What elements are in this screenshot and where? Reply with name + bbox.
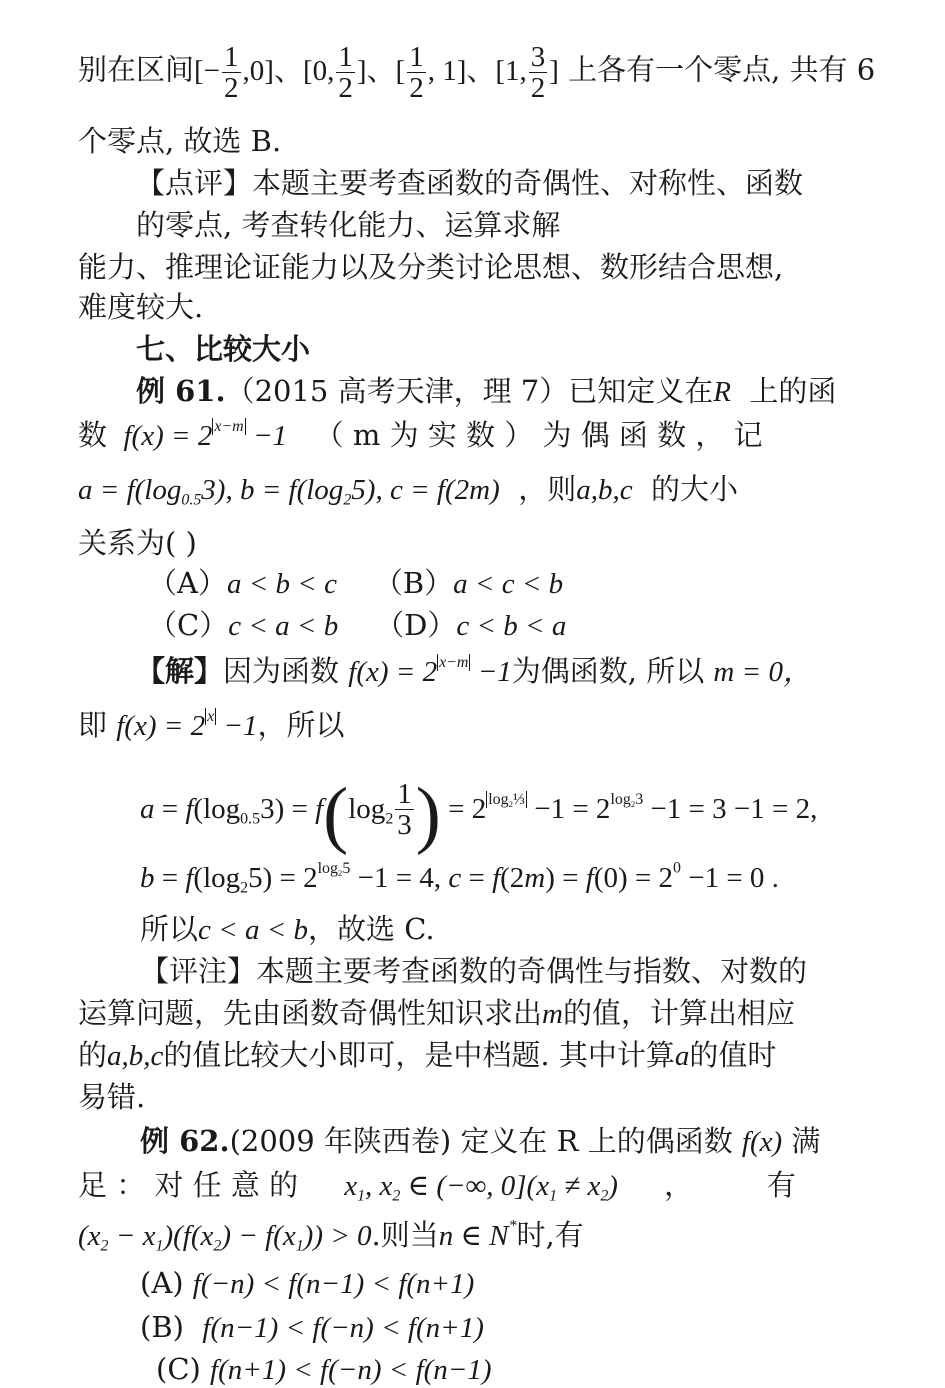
- solution-text: 因为函数: [223, 654, 340, 688]
- simplified-function: f(x) = 2 $^x$ −1: [116, 707, 258, 742]
- solution-text: 为偶函数, 所以: [511, 654, 705, 688]
- comment1-line-2: 的零点, 考查转化能力、运算求解: [136, 208, 561, 242]
- example62-text: 满: [791, 1124, 821, 1158]
- option-label: (C): [156, 1352, 201, 1386]
- example61-options-row-2: [148, 608, 566, 644]
- example62-text: .则当: [371, 1218, 439, 1252]
- option-expr: f(n−1) < f(−n) < f(n+1): [202, 1312, 484, 1344]
- option-label: (B): [140, 1310, 184, 1344]
- option-expr: f(−n) < f(n−1) < f(n+1): [192, 1268, 475, 1300]
- example62-option-b: [140, 1310, 484, 1346]
- comment2-text: 的值比较大小即可，是中档题. 其中计算: [163, 1038, 675, 1072]
- fx-symbol: f(x): [741, 1126, 783, 1158]
- comment2-line-4: 易错.: [78, 1080, 146, 1114]
- solution61-equation-a: $a = f(\log_{0.5}3) = f(\log_2$ $\frac{1}{3}$ ) = 2 $^{log_2\frac{1}{3}} -1 = 2^{log_23} -1 = 3 -1 = 2$,: [140, 773, 818, 856]
- comment2-text: 本题主要考查函数的奇偶性与指数、对数的: [256, 954, 808, 988]
- comment1-line-4: 难度较大.: [78, 290, 204, 324]
- intro-line-1: [78, 42, 875, 104]
- comment2-text: 运算问题，先由函数奇偶性知识求出: [78, 996, 543, 1030]
- example62-text: ，: [664, 1168, 694, 1202]
- solution-text: ，所以: [257, 708, 345, 742]
- option-expr: f(n+1) < f(−n) < f(n−1): [210, 1354, 492, 1386]
- example61-text: 的大小: [651, 472, 739, 506]
- example61-line-1: [136, 374, 836, 410]
- solution61-conclusion: [140, 912, 435, 948]
- option-c-label: （C）: [148, 608, 229, 642]
- option-b-label: （B）: [373, 566, 454, 600]
- function-definition: f(x) = 2 $^{x-m}$ −1: [116, 417, 288, 452]
- abc-vars: a,b,c: [576, 474, 633, 506]
- n-in-N: n ∈ N*: [438, 1217, 517, 1252]
- solution-text: 所以: [140, 912, 199, 946]
- abc-definitions: $a = f(\log_{0.5}3)$, $b = f(\log_25)$, c = f(2m): [78, 474, 500, 509]
- intro-text-suffix: 上各有一个零点, 共有 6: [568, 52, 876, 87]
- example61-text: ，则: [518, 472, 577, 506]
- intro-text: 别在区间: [78, 52, 195, 87]
- solution-function: f(x) = 2 $^{x-m}$ −1: [348, 653, 512, 688]
- example62-label: 例 62.: [140, 1124, 230, 1158]
- vars-abc: a,b,c: [107, 1040, 164, 1072]
- example61-line-2: [78, 418, 763, 454]
- example62-option-c: [156, 1352, 492, 1388]
- example61-options-row-1: [148, 566, 563, 602]
- comment2-label: 【评注】: [140, 954, 257, 988]
- comment1-text: 本题主要考查函数的奇偶性、对称性、函数: [252, 166, 804, 200]
- domain-condition: $x_1$, $x_2$ ∈ (−∞, $0](x_1 \ne x_2)$: [344, 1170, 618, 1205]
- monotonic-condition: $(x_2 - x_1)(f(x_2) - f(x_1)) > 0$: [78, 1220, 372, 1255]
- solution61-equation-bc: $b = f(\log_25) = 2^{log_25} -1 = 4$, $c = f(2m) = f(0) = 2^0 -1 = 0$ .: [140, 859, 779, 897]
- comment2-line-1: [140, 954, 807, 989]
- example61-line-3: [78, 472, 738, 508]
- option-b-expr: a < c < b: [453, 568, 564, 600]
- solution61-line-2: [78, 708, 345, 744]
- comment1-label: 【点评】: [136, 166, 253, 200]
- comment2-line-3: [78, 1038, 776, 1074]
- option-c-expr: c < a < b: [228, 610, 339, 642]
- example61-text: 数: [78, 418, 108, 452]
- example62-option-a: [140, 1266, 474, 1302]
- comment2-line-2: [78, 996, 795, 1032]
- option-label: (A): [140, 1266, 184, 1300]
- example61-text: 上的函: [749, 374, 837, 408]
- option-a-expr: a < b < c: [226, 568, 337, 600]
- example62-text: 有: [766, 1168, 796, 1202]
- comment1-line-3: 能力、推理论证能力以及分类讨论思想、数形结合思想,: [78, 250, 784, 284]
- example61-text: （ m 为 实 数 ） 为 偶 函 数 ， 记: [314, 418, 763, 452]
- solution-text: 即: [78, 708, 108, 742]
- comment2-text: 的值，计算出相应: [562, 996, 795, 1030]
- option-d-expr: c < b < a: [456, 610, 567, 642]
- var-a: a: [674, 1040, 690, 1072]
- example62-text: 足 ： 对 任 意 的: [78, 1168, 299, 1202]
- example62-line-3: [78, 1218, 584, 1254]
- option-a-label: （A）: [148, 566, 227, 600]
- intro-line-2: 个零点, 故选 B.: [78, 124, 282, 158]
- solution-label: 【解】: [136, 654, 224, 688]
- example62-source: (2009 年陕西卷) 定义在 R 上的偶函数: [229, 1124, 733, 1158]
- section-title: 七、比较大小: [136, 332, 311, 366]
- example61-label: 例 61.: [136, 374, 226, 408]
- var-m: m: [542, 998, 563, 1030]
- solution-text: ，故选 C.: [308, 912, 435, 946]
- comment2-text: 的值时: [689, 1038, 777, 1072]
- m-equals-zero: m = 0，: [713, 656, 812, 688]
- solution61-line-1: [136, 654, 812, 690]
- comment1-line-1: [136, 166, 803, 201]
- example62-line-2: [78, 1168, 796, 1204]
- example61-source: （2015 高考天津，理 7）已知定义在: [225, 374, 714, 408]
- example61-line-4: 关系为( ): [78, 526, 197, 560]
- interval-list: [− $\frac{1}{2}$ ,0]、[0, $\frac{1}{2}$ ]、[ $\frac{1}{2}$ , 1]、[1, $\frac{3}{2}$ ]: [194, 41, 559, 105]
- conclusion-expr: c < a < b: [198, 914, 309, 946]
- option-d-label: （D）: [375, 608, 457, 642]
- example62-text: 时,有: [516, 1218, 584, 1252]
- example62-line-1: [140, 1124, 820, 1160]
- domain-symbol: R: [713, 376, 731, 408]
- comment2-text: 的: [78, 1038, 108, 1072]
